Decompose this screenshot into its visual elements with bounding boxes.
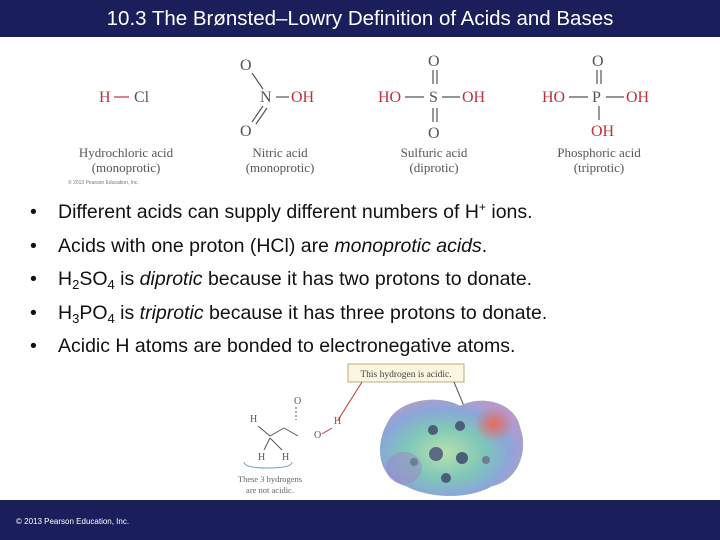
atom-sphere — [482, 456, 490, 464]
acid-name: Phosphoric acid — [557, 145, 641, 160]
acid-type: (triprotic) — [573, 160, 625, 175]
phosphoric-structure — [540, 40, 658, 195]
atom-n: N — [260, 89, 272, 106]
nitric-structure — [225, 40, 335, 195]
text: PO — [79, 301, 108, 324]
nitric-diagram — [225, 40, 335, 155]
atom-sphere — [455, 421, 465, 431]
text: ions. — [485, 201, 533, 223]
subscript: 2 — [72, 277, 80, 292]
bond — [264, 438, 270, 450]
atom-h: H — [250, 414, 258, 425]
acetic-acid-figure — [228, 362, 690, 502]
bullet-item — [0, 196, 720, 230]
callout-pointer — [338, 382, 362, 420]
bullet-marker: • — [30, 301, 37, 324]
text: H — [58, 268, 73, 290]
bullet-item — [0, 297, 720, 331]
atom-sphere — [429, 447, 443, 461]
bullet-marker: • — [30, 268, 37, 290]
acid-type: (monoprotic) — [91, 160, 161, 175]
atom-o-bottom: O — [428, 125, 440, 142]
emphasis: triprotic — [139, 301, 204, 324]
bond — [252, 73, 263, 89]
bond — [270, 428, 284, 436]
text: SO — [79, 268, 108, 290]
bond — [256, 108, 267, 124]
atom-oh-bottom: OH — [591, 123, 615, 140]
acid-name: Hydrochloric acid — [78, 145, 174, 160]
atom-o-bottom: O — [240, 123, 252, 140]
atom-ho: HO — [378, 89, 402, 106]
callout-acidic-label: This hydrogen is acidic. — [360, 370, 452, 380]
hcl-diagram — [62, 40, 190, 155]
bullet-item — [0, 263, 720, 297]
atom-h: H — [258, 452, 266, 463]
emphasis: diprotic — [139, 268, 203, 290]
text: is — [114, 268, 140, 290]
atom-sphere — [428, 425, 438, 435]
atom-oh: OH — [462, 89, 486, 106]
atom-ho: HO — [542, 89, 566, 106]
emphasis: monoprotic acids — [334, 234, 482, 257]
acid-type: (diprotic) — [409, 160, 459, 175]
text: Acidic H atoms are bonded to electronegative atoms. — [58, 335, 516, 357]
subscript: 4 — [107, 310, 115, 326]
text: because it has two protons to donate. — [202, 268, 533, 290]
atom-sphere — [410, 458, 418, 466]
bullet-marker: • — [30, 234, 37, 257]
callout-nonacidic-label: are not acidic. — [246, 485, 294, 495]
acid-name: Sulfuric acid — [400, 145, 468, 160]
atom-oh: OH — [626, 89, 650, 106]
subscript: 3 — [72, 310, 80, 326]
atom-h: H — [282, 452, 290, 463]
positive-region — [386, 452, 422, 484]
bond — [322, 428, 332, 434]
atom-sphere — [456, 452, 468, 464]
bullet-marker: • — [30, 335, 37, 357]
acid-type: (monoprotic) — [245, 160, 315, 175]
text: is — [114, 301, 140, 324]
text: H — [58, 301, 73, 324]
text: because it has three protons to donate. — [203, 301, 548, 324]
atom-o: O — [314, 430, 322, 441]
negative-region — [474, 406, 514, 442]
slide-title: 10.3 The Brønsted–Lowry Definition of Acids and Bases — [106, 7, 614, 30]
figure-copyright: © 2013 Pearson Education, Inc. — [68, 180, 139, 186]
atom-h-acidic: H — [334, 416, 342, 427]
footer-bar — [0, 500, 720, 540]
acetic-acid-diagram — [228, 362, 690, 502]
bond — [258, 426, 270, 436]
footer-copyright: © 2013 Pearson Education, Inc. — [16, 517, 130, 526]
text: Different acids can supply different numbers of H — [58, 201, 479, 223]
bullet-list — [0, 196, 720, 364]
callout-nonacidic-label: These 3 hydrogens — [237, 474, 303, 484]
atom-o-top: O — [240, 57, 252, 74]
bond — [252, 106, 263, 122]
bullet-marker: • — [30, 201, 37, 223]
bond — [270, 438, 282, 450]
subscript: 4 — [107, 277, 115, 292]
atom-o-top: O — [592, 53, 604, 70]
acid-name: Nitric acid — [252, 145, 308, 160]
atom-cl: Cl — [134, 89, 150, 106]
atom-oh: OH — [291, 89, 315, 106]
phosphoric-diagram — [540, 40, 658, 155]
callout-pointer — [454, 382, 464, 406]
atom-o-top: O — [428, 53, 440, 70]
title-bar — [0, 0, 720, 37]
atom-p: P — [592, 89, 601, 106]
bond — [284, 428, 298, 436]
bullet-item — [0, 230, 720, 264]
atom-sphere — [441, 473, 451, 483]
atom-o: O — [294, 396, 302, 407]
atom-h: H — [99, 89, 111, 106]
hcl-structure — [62, 40, 190, 195]
sulfuric-diagram — [376, 40, 492, 155]
sulfuric-structure — [376, 40, 492, 195]
text: Acids with one proton (HCl) are — [58, 234, 335, 257]
superscript: + — [478, 200, 486, 214]
text: . — [481, 234, 488, 257]
bullet-item — [0, 330, 720, 364]
atom-s: S — [429, 89, 438, 106]
